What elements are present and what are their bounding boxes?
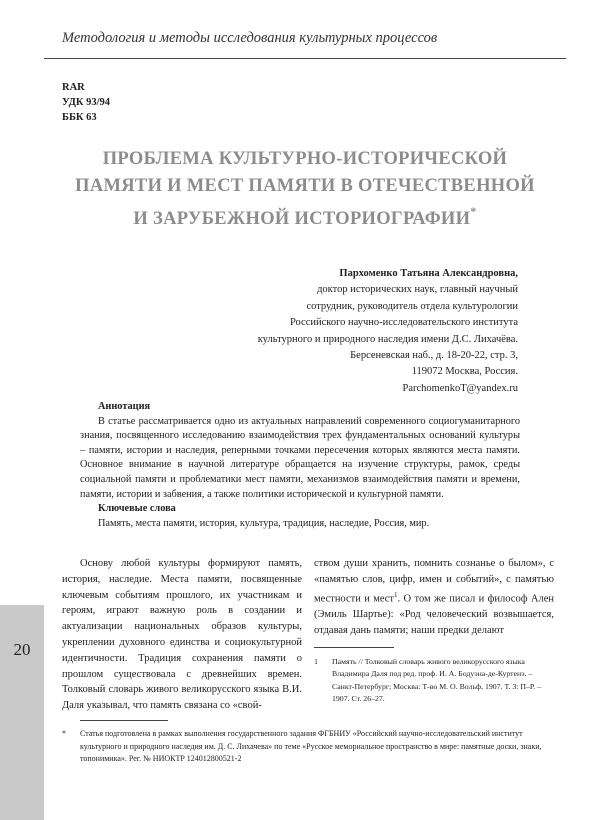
funding-footnote-mark: * [62, 729, 66, 738]
keywords-heading: Ключевые слова [98, 503, 176, 515]
author-block [178, 266, 518, 397]
abstract-heading: Аннотация [98, 401, 151, 412]
title-footnote-mark[interactable]: * [470, 204, 477, 218]
abstract-section [80, 400, 520, 531]
bottom-footnote-divider [80, 720, 168, 721]
body-right-text-b: . О том же писал и философ Ален (Эмиль Шартье): «Род человеческий возвышается, отдавая дань памяти; наши предки делают [314, 593, 554, 636]
footnote-1 [314, 656, 554, 706]
rar-code: RAR [62, 82, 85, 93]
classification-codes [62, 80, 110, 125]
body-right-text-a: ством души хранить, помнить сознанье о былом», с «памятью слов, цифр, имен и событий», с памятью местности и мест [314, 558, 554, 605]
title-line-3: И ЗАРУБЕЖНОЙ ИСТОРИОГРАФИИ [133, 209, 471, 230]
author-name: Пархоменко Татьяна Александровна, [339, 268, 518, 279]
page-number-tab [0, 605, 44, 820]
abstract-text: В статье рассматривается одно из актуальных направлений современного социогуманитарного знания, посвященного исследованию взаимодействия трех фундаментальных оснований культуры – памяти, истории и наследия, реперными точками пересечения которых являются места памяти. Основное внимание в научной литературе обращается на изучение структуры, рамок, среды социальной памяти и проблематики мест памяти, механизмов взаимодействия памяти и времени, памяти, истории и забвения, а также политики исторической и культурной памяти. [80, 415, 520, 500]
funding-footnote [62, 728, 556, 766]
running-header: Методология и методы исследования культурных процессов [62, 30, 438, 46]
funding-footnote-text: Статья подготовлена в рамках выполнения государственного задания ФГБНИУ «Российский научно-исследовательский институт культурного и природного наследия им. Д. С. Лихачева» по теме «Русское мемориальное пространство в мире: памятные доски, знаки, топонимика». Рег. № НИОКТР 124012800521-2 [80, 729, 542, 764]
bbk-code: ББК 63 [62, 112, 97, 123]
author-email[interactable]: ParchomenkoT@yandex.ru [402, 382, 518, 394]
footnote-ref[interactable]: 1 [394, 590, 398, 599]
title-line-1: ПРОБЛЕМА КУЛЬТУРНО-ИСТОРИЧЕСКОЙ [102, 149, 508, 169]
header-divider [44, 58, 566, 59]
body-column-right [314, 556, 554, 638]
footnote-text: Память // Толковый словарь живого великорусского языка Владимира Даля под ред. проф. И. А. Бодуэна-де-Куртенэ. – Санкт-Петербург; Москва: Т-во М. О. Вольф, 1907. Т. 3: П–Р. – 1907. Ст. 26–27. [332, 657, 542, 704]
udk-code: УДК 93/94 [62, 97, 111, 108]
author-line: доктор исторических наук, главный научный [317, 284, 518, 296]
page-number: 20 [13, 640, 31, 659]
author-line: сотрудник, руководитель отдела культурологии [306, 300, 518, 312]
footnote-divider [314, 647, 394, 648]
author-line: культурного и природного наследия имени Д.С. Лихачёва. [257, 333, 518, 345]
keywords-text: Память, места памяти, история, культура, традиция, наследие, Россия, мир. [98, 517, 430, 529]
author-line: Российского научно-исследовательского института [289, 317, 518, 329]
body-column-left: Основу любой культуры формируют память, история, наследие. Места памяти, посвященные ключевым событиям прошлого, их участникам и героям, играют важную роль в создании и актуализации национальных образов культуры, укреплении духовного единства и социокультурной идентичности. Традиция сохранения памяти о прошлом существовала с древнейших времен. Толковый словарь живого великорусского языка В.И. Даля указывал, что память связана со «свой- [62, 558, 302, 712]
footnote-number: 1 [314, 657, 318, 666]
author-line: Берсеневская наб., д. 18-20-22, стр. 3, [350, 350, 518, 362]
article-title [70, 146, 540, 233]
author-line: 119072 Москва, Россия. [411, 366, 518, 378]
title-line-2: ПАМЯТИ И МЕСТ ПАМЯТИ В ОТЕЧЕСТВЕННОЙ [75, 176, 535, 196]
